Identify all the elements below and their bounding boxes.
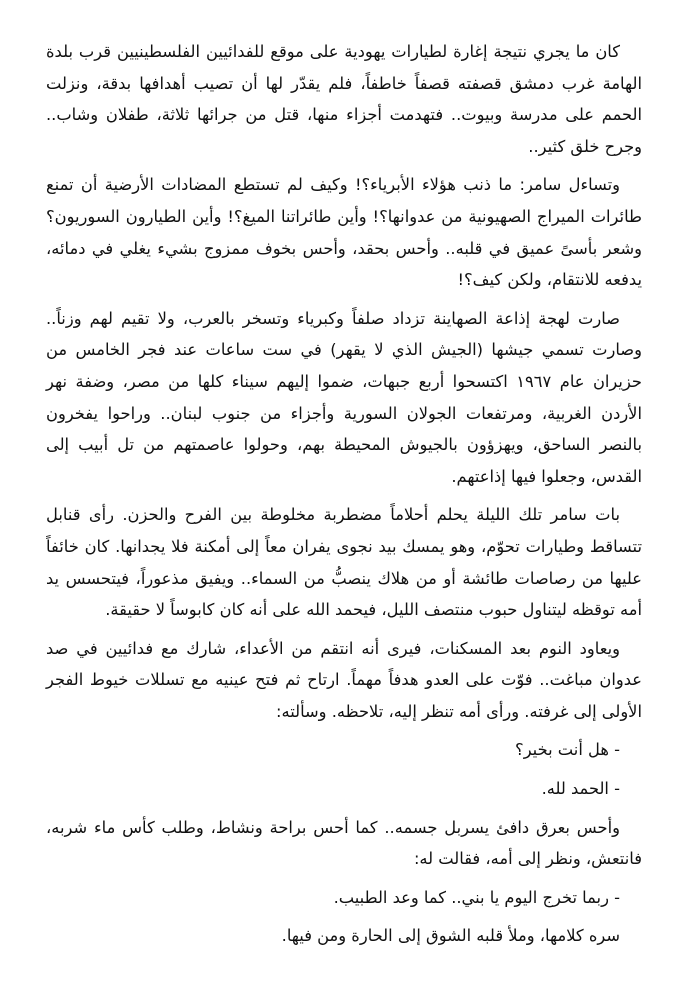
dialogue-line-2: - الحمد لله. [541,779,620,799]
dialogue-line-1: - هل أنت بخير؟ [515,740,620,760]
paragraph-4: بات سامر تلك الليلة يحلم أحلاماً مضطربة مخلوطة بين الفرح والحزن. رأى قنابل تتساقط وطيارات تحوّم، وهو يمسك بيد نجوى يفران معاً إلى أمكنة فلا يجدانها. كان خائفاً عليها من رصاصات طائشة أو من هلاك ينصبُّ من السماء.. ويفيق مذعوراً، فيتحسس يد أمه توقظه ليتناول حبوب منتصف الليل، فيحمد الله على أنه كان كابوساً لا حقيقة. [46,505,642,620]
paragraph-6: وأحس بعرق دافئ يسربل جسمه.. كما أحس براحة ونشاط، وطلب كأس ماء شربه، فانتعش، ونظر إلى أمه، فقالت له: [46,817,642,869]
dialogue-line-3: - ربما تخرج اليوم يا بني.. كما وعد الطبيب. [333,887,620,907]
paragraph-5: ويعاود النوم بعد المسكنات، فيرى أنه انتقم من الأعداء، شارك مع فدائيين في صد عدوان مباغت.. فوّت على العدو هدفاً مهماً. ارتاح ثم فتح عينيه مع تسللات خيوط الفجر الأولى إلى غرفته. ورأى أمه تنظر إليه، تلاحظه. وسألته: [46,638,642,721]
paragraph-3: صارت لهجة إذاعة الصهاينة تزداد صلفاً وكبرياء وتسخر بالعرب، ولا تقيم لهم وزناً.. وصارت تسمي جيشها (الجيش الذي لا يقهر) في ست ساعات عند فجر الخامس من حزيران عام ١٩٦٧ اكتسحوا أربع جبهات، ضموا إليهم سيناء كلها من مصر، وضفة نهر الأردن الغربية، ومرتفعات الجولان السورية وأجزاء من جنوب لبنان.. وراحوا يفخرون بالنصر الساحق، ويهزؤون بالجيوش المحيطة بهم، وحولوا عاصمتهم من تل أبيب إلى القدس، وجعلوا فيها إذاعتهم. [46,308,642,486]
closing-paragraph: سره كلامها، وملأ قلبه الشوق إلى الحارة ومن فيها. [281,926,620,946]
paragraph-1: كان ما يجري نتيجة إغارة لطيارات يهودية على موقع للفدائيين الفلسطينيين قرب بلدة الهامة غرب دمشق قصفته قصفاً خاطفاً، فلم يقدّر لها أن تصيب أهدافها بدقة، ونزلت الحمم على مدرسة وبيوت.. فتهدمت أجزاء منها، قتل من جرائها ثلاثة، طفلان وشاب.. وجرح خلق كثير.. [46,42,642,156]
document-page [46,36,642,959]
paragraph-2: وتساءل سامر: ما ذنب هؤلاء الأبرياء؟! وكيف لم تستطع المضادات الأرضية أن تمنع طائرات الميراج الصهيونية من عدوانها؟! وأين طائراتنا الميغ؟! وأين الطيارون السوريون؟ وشعر بأسىً عميق في قلبه.. وأحس بحقد، وأحس بخوف ممزوج بشيء يغلي في دمائه، يدفعه للانتقام، ولكن كيف؟! [46,175,642,290]
